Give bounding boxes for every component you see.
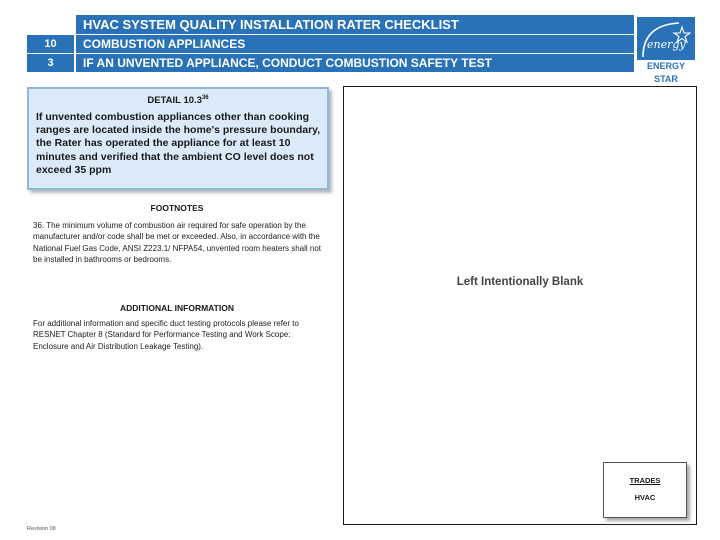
image-panel [343,86,697,525]
additional-info-body: For additional information and specific duct testing protocols please refer to RESNET Chapter 8 (Standard for Performance Testing and Work Scope: Enclosure and Air Distribution Leakage Testing). [33,319,299,351]
energy-star-logo [636,16,696,84]
detail-footnote-ref: 36 [201,95,209,101]
footnotes-heading: FOOTNOTES [150,203,204,213]
checklist-title: HVAC SYSTEM QUALITY INSTALLATION RATER CHECKLIST [83,17,459,32]
trades-box [603,462,687,518]
blank-panel-text: Left Intentionally Blank [456,276,584,288]
detail-title [29,95,327,106]
energy-star-icon [641,21,691,59]
revision-label: Revision 08 [27,526,56,532]
footnotes-body: 36. The minimum volume of combustion air required for safe operation by the manufacturer and/or code shall be met or exceeded. Also, in accordance with the National Fuel Gas Code, ANSI Z223.1/ NFPA54, unvented room heaters shall not be installed in bathrooms or bedrooms. [33,221,322,265]
energy-star-label: ENERGY STAR [637,60,695,73]
section-number: 10 [27,35,74,53]
item-title: IF AN UNVENTED APPLIANCE, CONDUCT COMBUSTION SAFETY TEST [83,56,492,70]
detail-title-text: DETAIL 10.3 [147,95,202,107]
trades-label: TRADES [629,476,661,485]
header-title-bar [76,15,634,34]
detail-box [27,87,329,190]
additional-info-heading: ADDITIONAL INFORMATION [120,303,234,313]
item-title-bar [76,54,634,72]
item-number: 3 [27,54,74,72]
trades-value: HVAC [634,493,656,502]
detail-body: If unvented combustion appliances other than cooking ranges are located inside the home's pressure boundary, the Rater has operated the appliance for at least 10 minutes and verified that the ambient CO level does not exceed 35 ppm [36,111,321,176]
energy-script: energy [647,38,686,51]
section-title: COMBUSTION APPLIANCES [83,37,246,51]
section-title-bar [76,35,634,53]
